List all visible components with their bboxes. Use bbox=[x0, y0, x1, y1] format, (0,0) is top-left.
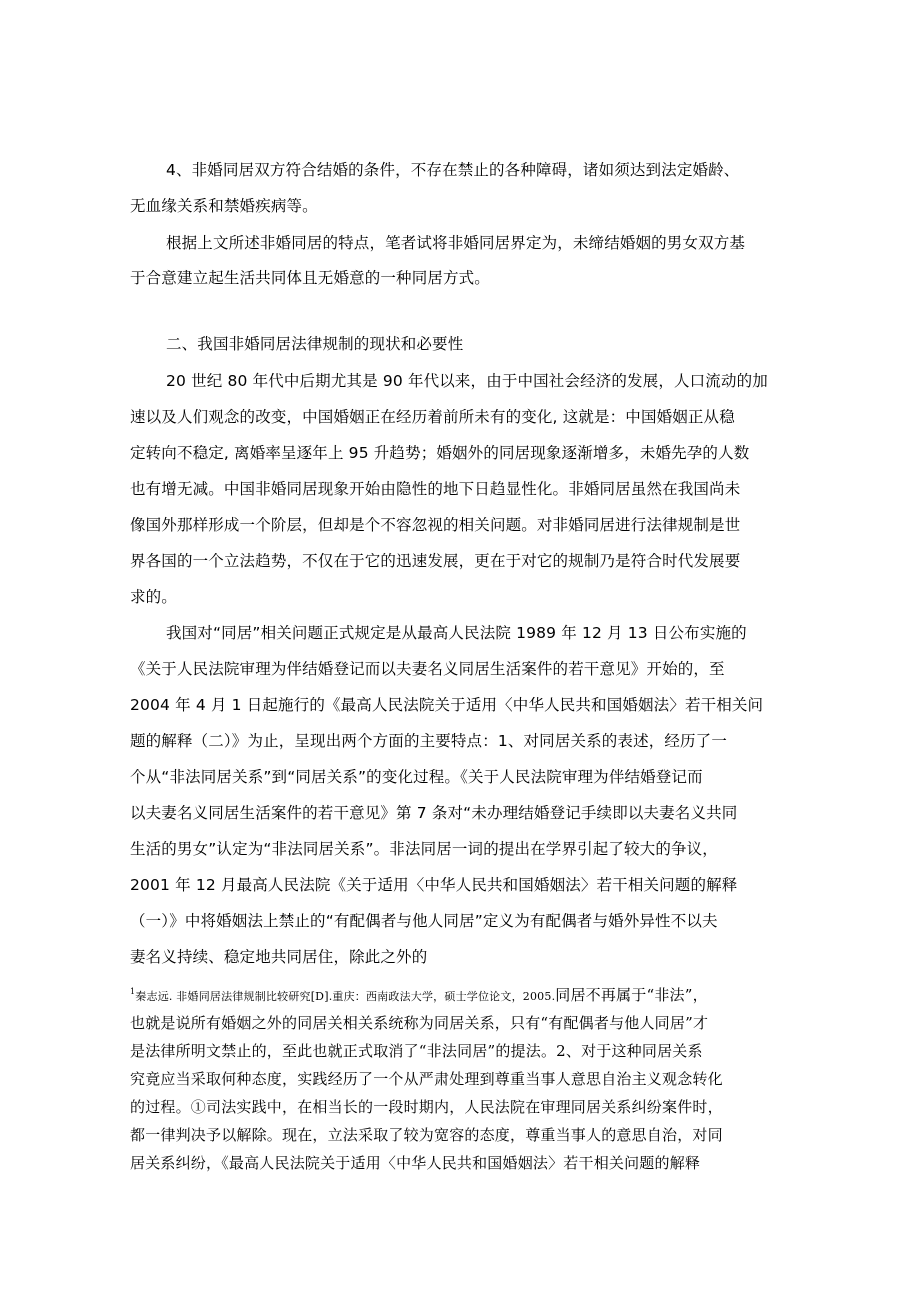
paragraph-line: 生活的男女”认定为“非法同居关系”。非法同居一词的提出在学界引起了较大的争议， bbox=[130, 840, 718, 858]
paragraph-line: 无血缘关系和禁婚疾病等。 bbox=[130, 197, 318, 215]
footnote-line: 也就是说所有婚姻之外的同居关相关系统称为同居关系，只有“有配偶者与他人同居”才 bbox=[130, 1014, 709, 1032]
paragraph-line: 速以及人们观念的改变，中国婚姻正在经历着前所未有的变化, 这就是：中国婚姻正从稳 bbox=[130, 408, 735, 426]
paragraph-line: 像国外那样形成一个阶层，但却是个不容忽视的相关问题。对非婚同居进行法律规制是世 bbox=[130, 516, 741, 534]
footnote-citation: 秦志远. 非婚同居法律规制比较研究[D].重庆：西南政法大学，硕士学位论文，2005. bbox=[135, 990, 556, 1003]
footnote-line: 究竟应当采取何种态度，实践经历了一个从严肃处理到尊重当事人意思自治主义观念转化 bbox=[130, 1070, 723, 1088]
paragraph-line: 以夫妻名义同居生活案件的若干意见》第 7 条对“未办理结婚登记手续即以夫妻名义共同 bbox=[130, 804, 738, 822]
footnote-line: 是法律所明文禁止的，至此也就正式取消了“非法同居”的提法。2、对于这种同居关系 bbox=[130, 1042, 703, 1060]
paragraph-line: 4、非婚同居双方符合结婚的条件，不存在禁止的各种障碍，诸如须达到法定婚龄、 bbox=[166, 161, 740, 179]
section-heading: 二、我国非婚同居法律规制的现状和必要性 bbox=[166, 335, 464, 353]
paragraph-line: 根据上文所述非婚同居的特点，笔者试将非婚同居界定为，未缔结婚姻的男女双方基 bbox=[166, 234, 746, 252]
footnote-line: 都一律判决予以解除。现在，立法采取了较为宽容的态度，尊重当事人的意思自治，对同 bbox=[130, 1126, 723, 1144]
paragraph-line: 20 世纪 80 年代中后期尤其是 90 年代以来，由于中国社会经济的发展，人口流动的加 bbox=[166, 372, 768, 390]
paragraph-line: 于合意建立起生活共同体且无婚意的一种同居方式。 bbox=[130, 269, 490, 287]
paragraph-line: 2004 年 4 月 1 日起施行的《最高人民法院关于适用〈中华人民共和国婚姻法〉若干相关问 bbox=[130, 696, 764, 714]
footnote-line: 居关系纠纷，《最高人民法院关于适用〈中华人民共和国婚姻法〉若干相关问题的解释 bbox=[130, 1154, 701, 1172]
paragraph-line: 个从“非法同居关系”到“同居关系”的变化过程。《关于人民法院审理为伴结婚登记而 bbox=[130, 768, 703, 786]
footnote-line: 的过程。①司法实践中，在相当长的一段时期内，人民法院在审理同居关系纠纷案件时， bbox=[130, 1098, 723, 1116]
paragraph-line: （一）》中将婚姻法上禁止的“有配偶者与他人同居”定义为有配偶者与婚外异性不以夫 bbox=[130, 912, 718, 930]
footnote-text: 同居不再属于“非法”， bbox=[555, 986, 708, 1004]
paragraph-line: 定转向不稳定, 离婚率呈逐年上 95 升趋势；婚姻外的同居现象逐渐增多，未婚先孕的人数 bbox=[130, 444, 750, 462]
footnote-marker: 1 bbox=[130, 987, 136, 996]
paragraph-line: 也有增无减。中国非婚同居现象开始由隐性的地下日趋显性化。非婚同居虽然在我国尚未 bbox=[130, 480, 741, 498]
paragraph-line: 界各国的一个立法趋势，不仅在于它的迅速发展，更在于对它的规制乃是符合时代发展要 bbox=[130, 552, 741, 570]
paragraph-line: 《关于人民法院审理为伴结婚登记而以夫妻名义同居生活案件的若干意见》开始的，至 bbox=[130, 660, 725, 678]
paragraph-line: 题的解释（二）》为止，呈现出两个方面的主要特点：1、对同居关系的表述，经历了一 bbox=[130, 732, 727, 750]
paragraph-line: 妻名义持续、稳定地共同居住，除此之外的 bbox=[130, 948, 428, 966]
footnote-first-line bbox=[130, 985, 795, 1007]
paragraph-line: 我国对“同居”相关问题正式规定是从最高人民法院 1989 年 12 月 13 日公布实施的 bbox=[166, 624, 747, 642]
paragraph-line: 求的。 bbox=[130, 588, 177, 606]
paragraph-line: 2001 年 12 月最高人民法院《关于适用〈中华人民共和国婚姻法〉若干相关问题的解释 bbox=[130, 876, 738, 894]
